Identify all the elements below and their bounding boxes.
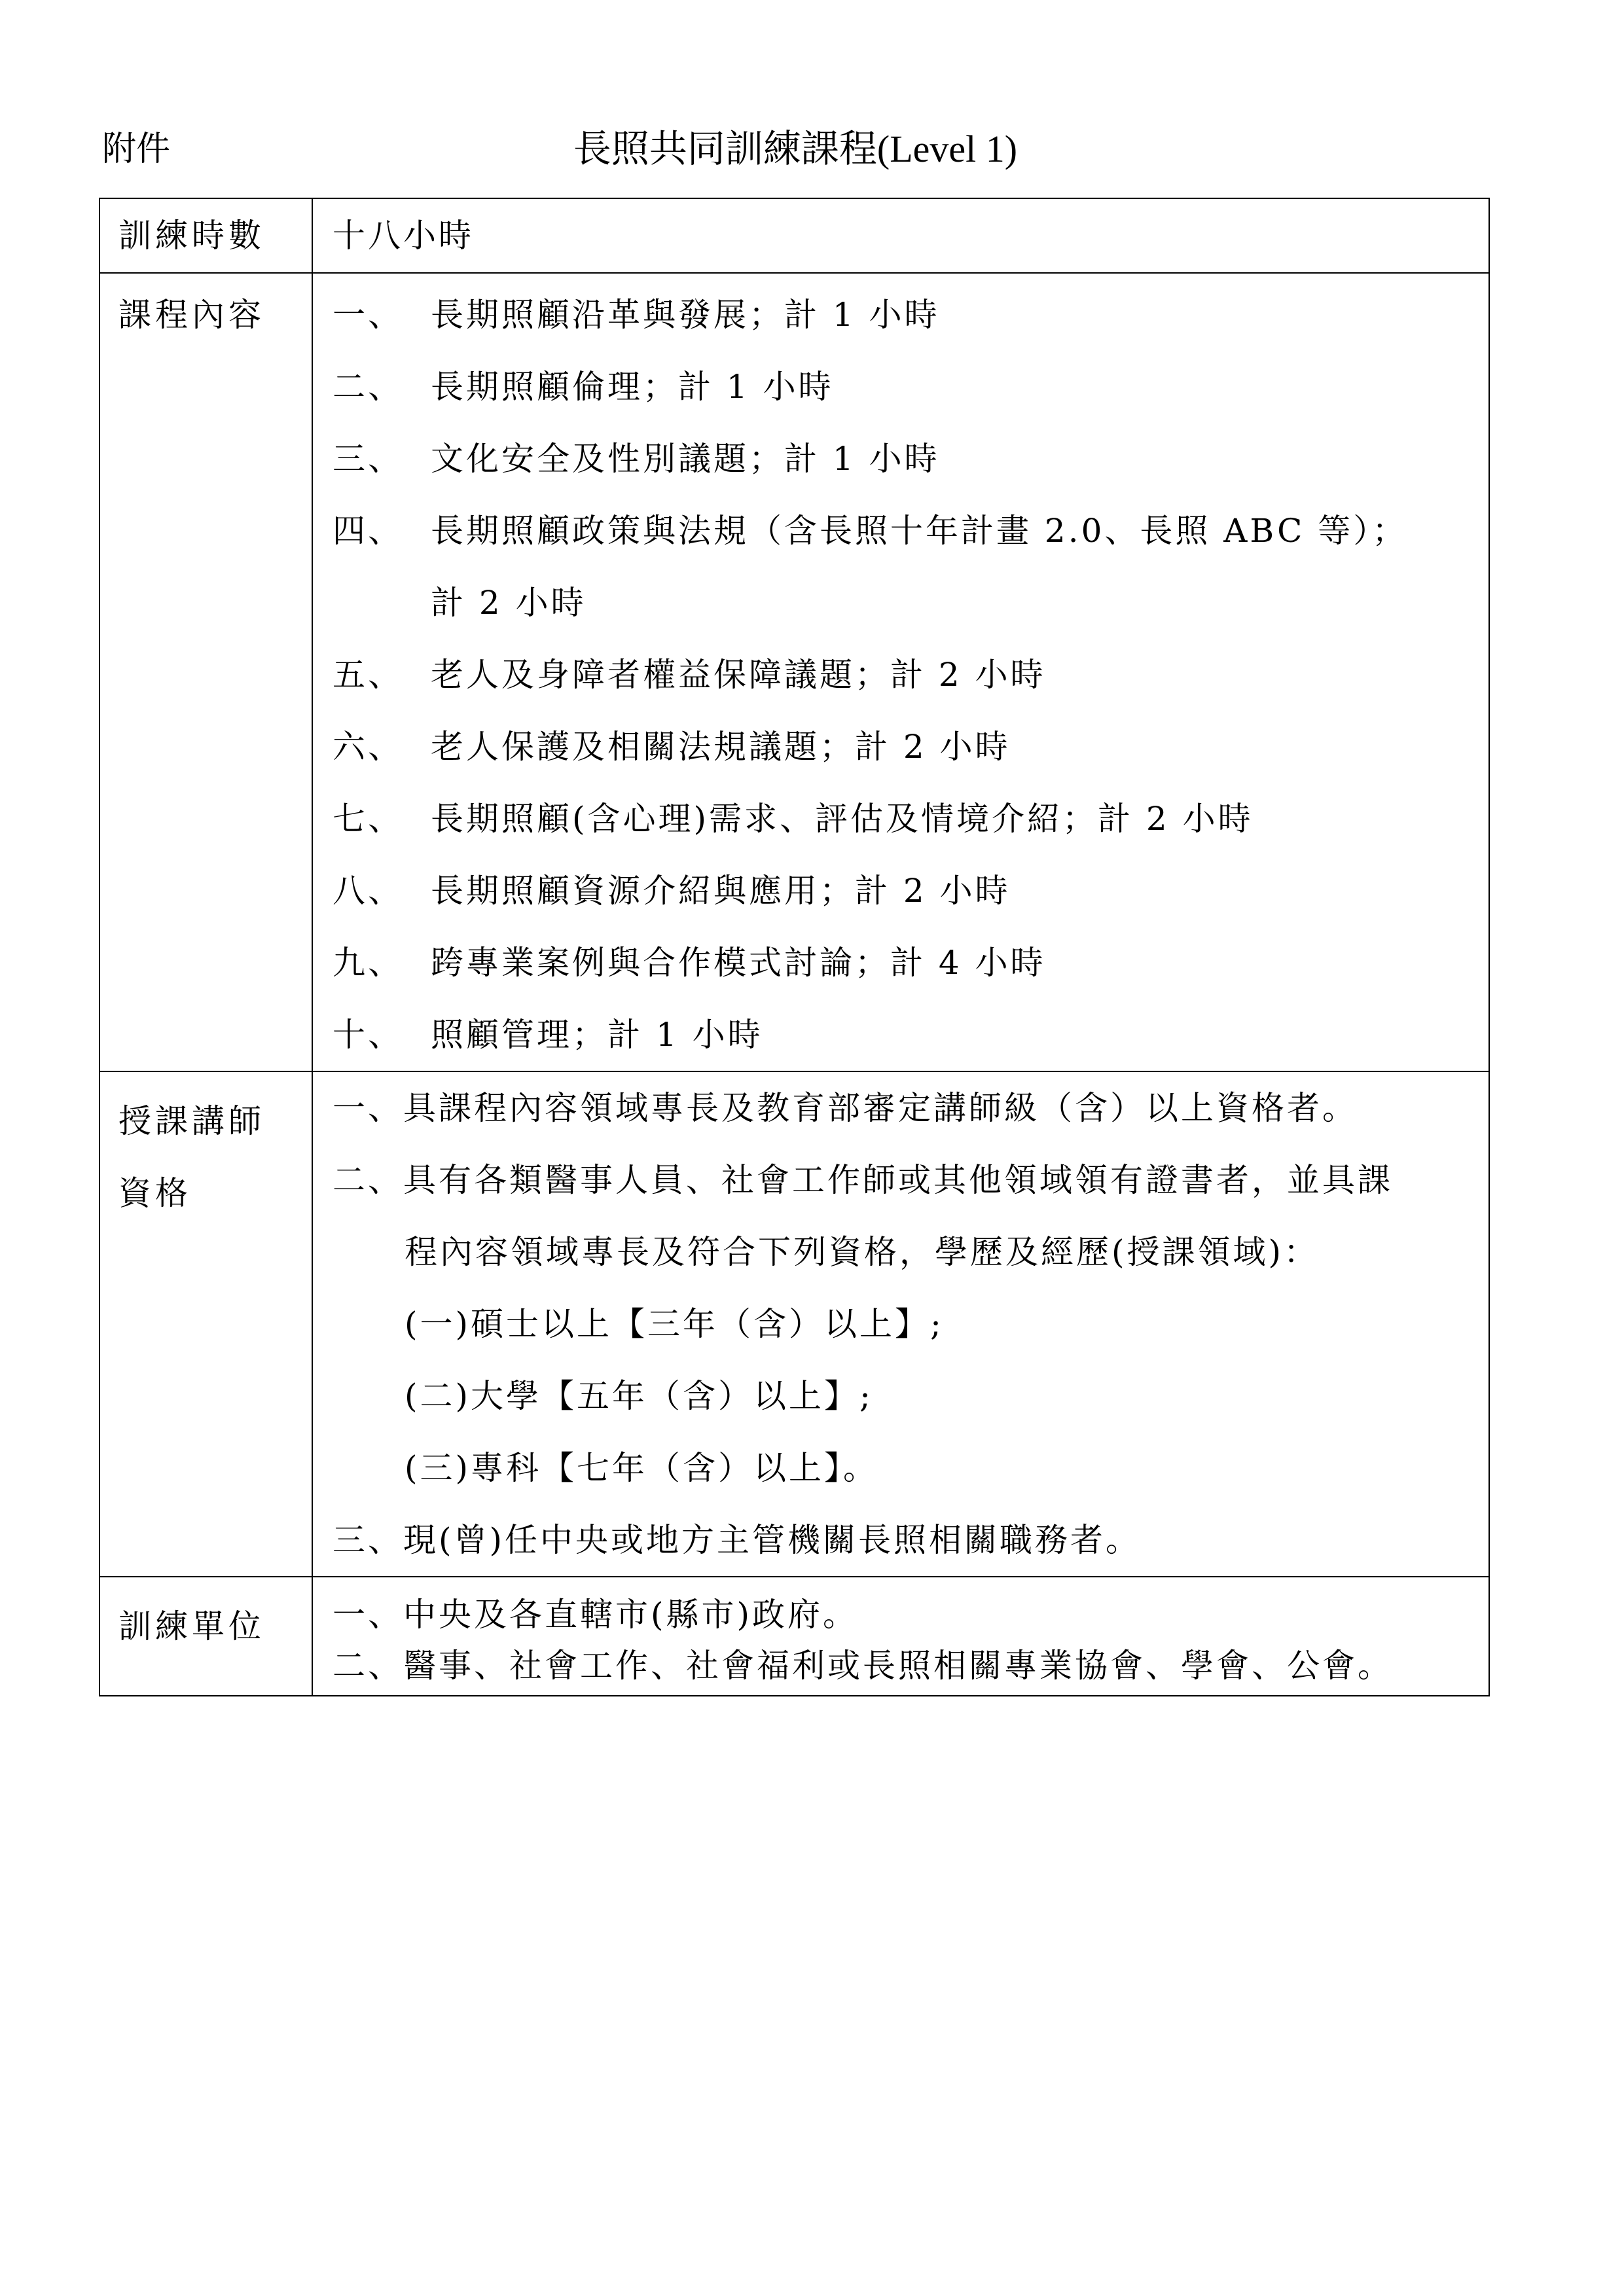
content-label: 課程內容 — [99, 273, 312, 1071]
content-cell — [312, 273, 1489, 1071]
document-title: 長照共同訓練課程(Level 1) — [573, 128, 1018, 170]
table-row-content — [99, 273, 1489, 1071]
table-row-hours — [99, 198, 1489, 273]
teacher-label-line1: 授課講師 — [118, 1102, 265, 1140]
course-table — [99, 198, 1490, 1696]
attachment-label: 附件 — [102, 130, 171, 169]
table-row-units — [99, 1577, 1489, 1696]
hours-cell — [312, 198, 1489, 273]
list-item: 七、 長期照顧(含心理)需求、評估及情境介紹；計 2 小時 — [333, 800, 1254, 838]
units-cell — [312, 1577, 1489, 1696]
page-header — [98, 123, 1492, 182]
teacher-sub-item-1: (一)碩士以上【三年（含）以上】; — [405, 1305, 944, 1343]
units-item-2: 二、醫事、社會工作、社會福利或長照相關專業協會、學會、公會。 — [333, 1647, 1393, 1685]
teacher-sub-item-3: (三)專科【七年（含）以上】。 — [405, 1449, 879, 1487]
list-item: 五、 老人及身障者權益保障議題；計 2 小時 — [333, 656, 1046, 694]
list-item: 一、 長期照顧沿革與發展；計 1 小時 — [333, 296, 940, 334]
list-item: 六、 老人保護及相關法規議題；計 2 小時 — [333, 728, 1011, 766]
list-item: 十、 照顧管理；計 1 小時 — [333, 1016, 763, 1054]
list-item: 九、 跨專業案例與合作模式討論；計 4 小時 — [333, 944, 1046, 982]
hours-label: 訓練時數 — [99, 198, 312, 273]
list-item: 三、 文化安全及性別議題；計 1 小時 — [333, 440, 940, 478]
list-item: 四、 長期照顧政策與法規（含長照十年計畫 2.0、長照 ABC 等）； — [333, 512, 1408, 550]
teacher-item-2: 二、具有各類醫事人員、社會工作師或其他領域領有證書者，並具課 — [333, 1161, 1393, 1199]
teacher-label — [99, 1071, 312, 1577]
hours-value: 十八小時 — [333, 217, 474, 255]
teacher-item-3: 三、現(曾)任中央或地方主管機關長照相關職務者。 — [333, 1521, 1142, 1559]
list-item-continuation: 計 2 小時 — [431, 584, 586, 622]
teacher-cell — [312, 1071, 1489, 1577]
teacher-item-1: 一、具課程內容領域專長及教育部審定講師級（含）以上資格者。 — [333, 1089, 1358, 1127]
teacher-item-2-continuation: 程內容領域專長及符合下列資格，學歷及經歷(授課領域)： — [405, 1233, 1320, 1271]
units-item-1: 一、中央及各直轄市(縣市)政府。 — [333, 1596, 859, 1634]
list-item: 二、 長期照顧倫理；計 1 小時 — [333, 368, 834, 406]
teacher-label-line2: 資格 — [118, 1174, 192, 1212]
teacher-sub-item-2: (二)大學【五年（含）以上】; — [405, 1377, 873, 1415]
table-row-teacher — [99, 1071, 1489, 1577]
units-label: 訓練單位 — [99, 1577, 312, 1696]
list-item: 八、 長期照顧資源介紹與應用；計 2 小時 — [333, 872, 1011, 910]
